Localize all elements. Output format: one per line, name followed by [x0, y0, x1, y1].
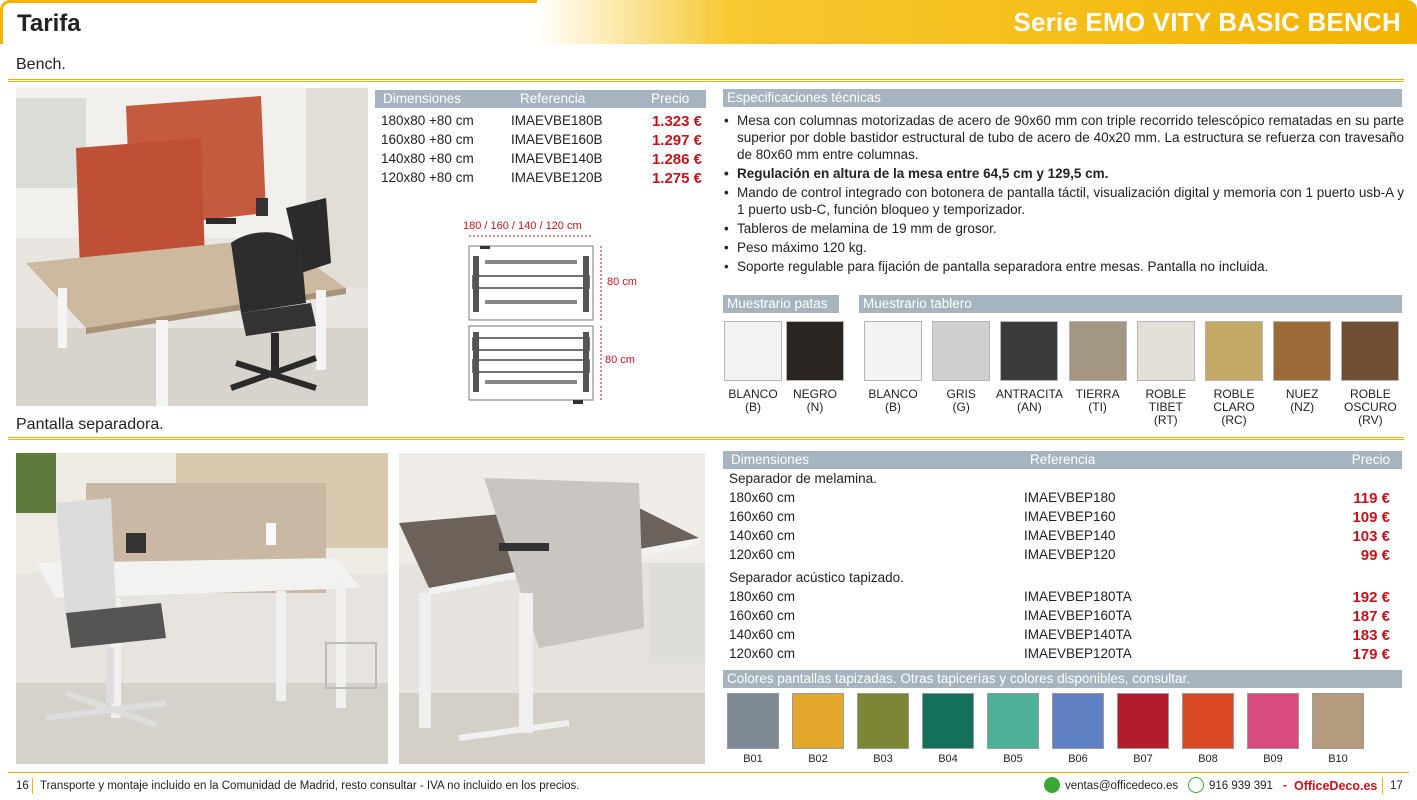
swatch-code: (RC): [1221, 413, 1247, 427]
spec-item: • Mesa con columnas motorizadas de acero de 90x60 mm con triple recorrido telescópico rematadas en su parte superior por doble bastidor estructural de tubo de acero de 40x20 mm. La estructura se refuerza con travesaño de 80x60 mm entre columnas.: [724, 112, 1404, 163]
specs-title: Especificaciones técnicas: [727, 90, 881, 105]
top-swatch: [1205, 321, 1263, 381]
color-swatch: [922, 693, 974, 749]
row-price: 119 €: [1353, 490, 1390, 507]
bench-rule: [8, 79, 1404, 82]
row-dimension: 140x60 cm: [729, 627, 796, 642]
phone-icon: [1188, 777, 1204, 793]
color-code: B01: [743, 753, 763, 765]
row-dimension: 140x60 cm: [729, 528, 796, 543]
row-dimension: 160x80 +80 cm: [381, 132, 474, 147]
row-price: 179 €: [1352, 646, 1390, 663]
top-swatch-label: [923, 388, 999, 414]
row-price: 1.323 €: [651, 113, 702, 130]
table-row: [723, 547, 1402, 566]
row-reference: IMAEVBEP120: [1024, 547, 1116, 562]
swatch-name-line2: OSCURO: [1344, 400, 1397, 414]
swatch-code: (TI): [1088, 400, 1107, 414]
table-row: [723, 589, 1402, 608]
color-code: B04: [938, 753, 958, 765]
row-dimension: 120x80 +80 cm: [381, 170, 474, 185]
swatch-name: ANTRACITA: [995, 387, 1063, 401]
screen-photo-1: [16, 453, 388, 764]
depth-label-bottom: 80 cm: [605, 354, 635, 366]
table-row: [375, 170, 706, 189]
swatch-name: TIERRA: [1075, 387, 1120, 401]
top-swatch-label: [1060, 388, 1136, 414]
footer-divider: [32, 778, 33, 794]
swatch-code: (RV): [1358, 413, 1383, 427]
table-row: [723, 528, 1402, 547]
color-code: B09: [1263, 753, 1283, 765]
footer-phone: 916 939 391: [1209, 780, 1273, 792]
bench-photo-illustration: [16, 88, 368, 406]
swatch-name: NEGRO: [792, 387, 837, 401]
screen-photo-2-illustration: [399, 453, 705, 764]
legs-samples-header: [723, 295, 839, 313]
color-code: B10: [1328, 753, 1348, 765]
table-row: [375, 132, 706, 151]
row-dimension: 180x60 cm: [729, 589, 796, 604]
spec-item: • Soporte regulable para fijación de pantalla separadora entre mesas. Pantalla no incluida.: [724, 258, 1404, 275]
row-reference: IMAEVBEP140TA: [1024, 627, 1132, 642]
table-row: [375, 151, 706, 170]
header-right: [537, 0, 1417, 44]
page-header: [0, 0, 1417, 44]
row-price: 187 €: [1352, 608, 1390, 625]
row-reference: IMAEVBE140B: [511, 151, 603, 166]
swatch-code: (RT): [1153, 413, 1178, 427]
table-row: [723, 490, 1402, 509]
color-swatch: [792, 693, 844, 749]
top-samples-title: Muestrario tablero: [863, 296, 972, 311]
group-title: Separador de melamina.: [729, 471, 877, 486]
screen-title: Pantalla separadora.: [16, 416, 164, 433]
color-swatch: [1117, 693, 1169, 749]
row-reference: IMAEVBE180B: [511, 113, 603, 128]
color-code: B07: [1133, 753, 1153, 765]
row-price: 1.297 €: [651, 132, 702, 149]
swatch-code: (N): [806, 400, 824, 414]
col-price: Precio: [651, 91, 690, 106]
spec-item: • Tableros de melamina de 19 mm de grosor.: [724, 220, 1404, 237]
group-title: Separador acústico tapizado.: [729, 570, 904, 585]
swatch-code: (B): [745, 400, 761, 414]
header-left: [0, 0, 560, 44]
color-swatch: [727, 693, 779, 749]
spec-item: • Regulación en altura de la mesa entre 64,5 cm y 129,5 cm.: [724, 165, 1404, 182]
row-price: 183 €: [1352, 627, 1390, 644]
table-row: [723, 608, 1402, 627]
swatch-code: (AN): [1017, 400, 1042, 414]
screen-photo-1-illustration: [16, 453, 388, 764]
spec-item: • Mando de control integrado con botonera de pantalla táctil, visualización digital y memoria con 1 puerto usb-A y 1 puerto usb-C, función bloqueo y temporizador.: [724, 184, 1404, 218]
row-dimension: 180x80 +80 cm: [381, 113, 474, 128]
row-price: 99 €: [1360, 547, 1390, 564]
row-reference: IMAEVBEP160TA: [1024, 608, 1132, 623]
row-price: 192 €: [1352, 589, 1390, 606]
color-code: B08: [1198, 753, 1218, 765]
footer-brand[interactable]: OfficeDeco.es: [1294, 779, 1378, 793]
footer-email[interactable]: ventas@officedeco.es: [1065, 780, 1179, 792]
table-row: [375, 113, 706, 132]
screen-rule: [8, 437, 1404, 440]
row-price: 103 €: [1352, 528, 1390, 545]
swatch-code: (NZ): [1290, 400, 1315, 414]
swatch-code: (G): [952, 400, 970, 414]
top-swatch: [1137, 321, 1195, 381]
group-title-row: [723, 471, 1402, 490]
screen-table-header: [723, 451, 1402, 469]
series-title: Serie EMO VITY BASIC BENCH: [1013, 7, 1401, 37]
page-number-right: 17: [1390, 780, 1403, 792]
swatch-name-line2: CLARO: [1213, 400, 1255, 414]
top-swatch: [1000, 321, 1058, 381]
top-swatch-label: [1332, 388, 1408, 427]
swatch-name: NUEZ: [1285, 387, 1319, 401]
color-code: B06: [1068, 753, 1088, 765]
width-label: 180 / 160 / 140 / 120 cm: [463, 220, 582, 232]
color-code: B02: [808, 753, 828, 765]
top-swatch-label: [991, 388, 1067, 414]
top-swatch-label: [855, 388, 931, 414]
top-swatch: [932, 321, 990, 381]
col-reference: Referencia: [1030, 452, 1096, 467]
swatch-name: ROBLE: [1213, 387, 1255, 401]
section-title: Tarifa: [17, 10, 81, 37]
row-reference: IMAEVBE120B: [511, 170, 603, 185]
swatch-name-line2: TIBET: [1148, 400, 1183, 414]
col-price: Precio: [1351, 452, 1390, 467]
col-dimensions: Dimensiones: [383, 91, 462, 106]
row-reference: IMAEVBEP140: [1024, 528, 1116, 543]
row-reference: IMAEVBEP160: [1024, 509, 1116, 524]
footer-dash: -: [1283, 780, 1287, 792]
desk-plan-drawing: [455, 220, 655, 410]
top-swatch-label: [1128, 388, 1204, 427]
top-swatch: [864, 321, 922, 381]
colors-title: Colores pantallas tapizadas. Otras tapicerías y colores disponibles, consultar.: [727, 671, 1190, 686]
col-dimensions: Dimensiones: [731, 452, 810, 467]
bench-dimension-diagram: [455, 220, 655, 410]
top-swatch: [1273, 321, 1331, 381]
color-code: B03: [873, 753, 893, 765]
swatch-code: (B): [885, 400, 901, 414]
color-swatch: [1247, 693, 1299, 749]
table-row: [723, 627, 1402, 646]
row-dimension: 160x60 cm: [729, 608, 796, 623]
footer-rule: [8, 772, 1409, 773]
page-footer: [0, 772, 1417, 800]
leg-swatch: [724, 321, 782, 381]
color-swatch: [1312, 693, 1364, 749]
row-dimension: 120x60 cm: [729, 646, 796, 661]
row-dimension: 160x60 cm: [729, 509, 796, 524]
bench-title: Bench.: [16, 56, 66, 73]
color-code: B05: [1003, 753, 1023, 765]
bench-photo: [16, 88, 368, 406]
colors-header: [723, 670, 1402, 688]
swatch-name: ROBLE: [1145, 387, 1187, 401]
swatch-name: BLANCO: [868, 387, 918, 401]
row-reference: IMAEVBEP180TA: [1024, 589, 1132, 604]
top-samples-header: [859, 295, 1402, 313]
row-reference: IMAEVBEP180: [1024, 490, 1116, 505]
row-price: 1.286 €: [651, 151, 702, 168]
top-swatch: [1341, 321, 1399, 381]
spec-item: • Peso máximo 120 kg.: [724, 239, 1404, 256]
leg-swatch-label: [777, 388, 853, 414]
legs-samples-title: Muestrario patas: [727, 296, 828, 311]
specs-header: [723, 89, 1402, 107]
row-dimension: 120x60 cm: [729, 547, 796, 562]
color-swatch: [857, 693, 909, 749]
page-number-left: 16: [16, 780, 29, 792]
swatch-name: GRIS: [946, 387, 976, 401]
color-swatch: [1182, 693, 1234, 749]
top-swatch-label: [1196, 388, 1272, 427]
table-row: [723, 646, 1402, 665]
row-reference: IMAEVBE160B: [511, 132, 603, 147]
table-row: [723, 509, 1402, 528]
depth-label-top: 80 cm: [607, 276, 637, 288]
specs-list: [724, 112, 1404, 277]
bench-table-header: [375, 90, 706, 108]
top-swatch-label: [1264, 388, 1340, 414]
row-reference: IMAEVBEP120TA: [1024, 646, 1132, 661]
color-swatch: [987, 693, 1039, 749]
screen-photo-2: [399, 453, 705, 764]
top-swatch: [1069, 321, 1127, 381]
color-swatch: [1052, 693, 1104, 749]
row-price: 1.275 €: [651, 170, 702, 187]
swatch-name: BLANCO: [728, 387, 778, 401]
group-title-row: [723, 570, 1402, 589]
row-dimension: 140x80 +80 cm: [381, 151, 474, 166]
leg-swatch: [786, 321, 844, 381]
swatch-name: ROBLE: [1350, 387, 1391, 401]
whatsapp-icon: [1044, 777, 1060, 793]
row-dimension: 180x60 cm: [729, 490, 796, 505]
col-reference: Referencia: [520, 91, 586, 106]
row-price: 109 €: [1352, 509, 1390, 526]
footer-divider: [1382, 778, 1383, 794]
footer-note: Transporte y montaje incluido en la Comunidad de Madrid, resto consultar - IVA no incluido en los precios.: [40, 780, 580, 792]
